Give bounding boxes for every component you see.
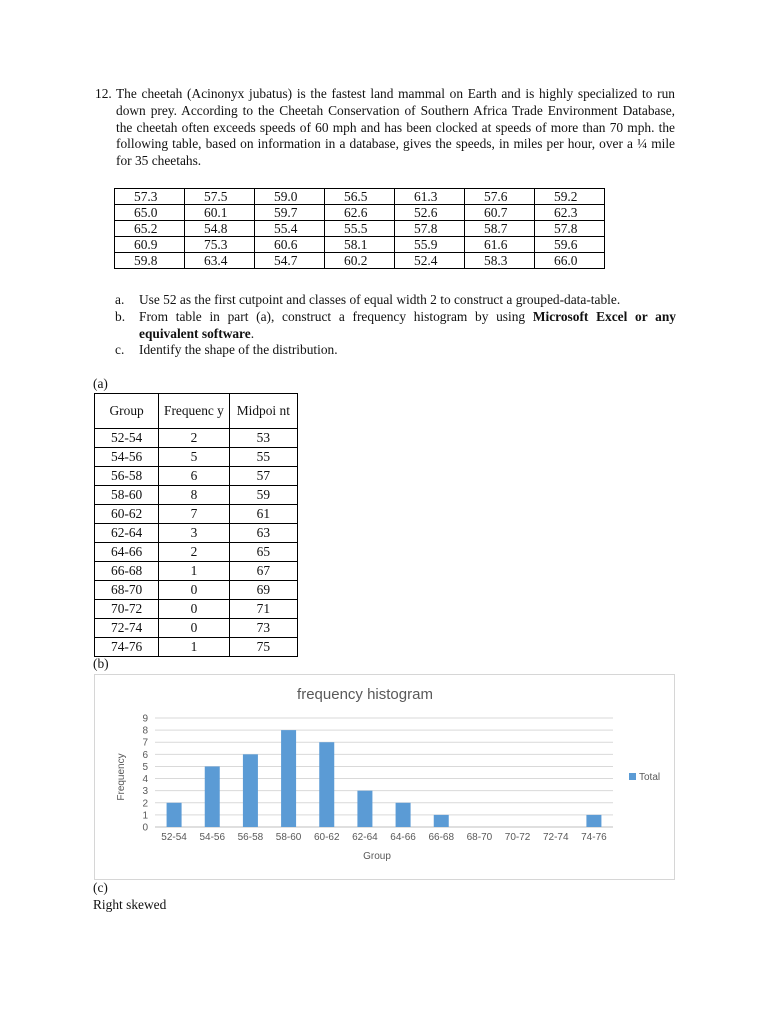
question-parts	[114, 292, 676, 359]
x-tick-label: 60-62	[313, 832, 340, 843]
y-tick-label: 2	[142, 798, 148, 810]
x-tick-label: 62-64	[352, 832, 378, 843]
midpoint-cell: 69	[229, 581, 297, 600]
speed-cell: 60.2	[325, 253, 395, 269]
part-c-marker: c.	[115, 342, 125, 358]
y-tick-label: 0	[142, 822, 148, 834]
speed-cell: 65.0	[115, 205, 185, 221]
grouped-data-table	[94, 393, 298, 657]
speed-cell: 57.5	[185, 189, 255, 205]
x-tick-label: 74-76	[581, 832, 607, 843]
table-row	[95, 581, 298, 600]
x-tick-label: 68-70	[466, 832, 493, 843]
speed-cell: 57.8	[535, 221, 605, 237]
speed-cell: 54.7	[255, 253, 325, 269]
histogram-svg	[95, 675, 674, 879]
midpoint-cell: 57	[229, 467, 297, 486]
problem-12	[95, 86, 675, 170]
speed-cell: 60.1	[185, 205, 255, 221]
group-cell: 66-68	[95, 562, 159, 581]
table-row	[95, 505, 298, 524]
part-b-marker: b.	[115, 308, 126, 324]
y-tick-label: 3	[142, 786, 148, 798]
midpoint-cell: 53	[229, 429, 297, 448]
x-tick-label: 58-60	[275, 832, 302, 843]
frequency-cell: 2	[159, 429, 229, 448]
y-tick-label: 7	[142, 737, 148, 749]
histogram-bar	[319, 742, 334, 827]
x-tick-label: 72-74	[542, 832, 569, 843]
group-cell: 60-62	[95, 505, 159, 524]
y-tick-label: 5	[142, 761, 148, 773]
part-b	[114, 309, 676, 343]
chart-title: frequency histogram	[297, 686, 433, 703]
problem-number: 12.	[95, 86, 112, 101]
y-tick-label: 8	[142, 725, 148, 737]
speed-cell: 52.4	[395, 253, 465, 269]
group-cell: 74-76	[95, 638, 159, 657]
histogram-bar	[357, 791, 372, 827]
part-b-text-after: .	[250, 325, 255, 341]
speed-cell: 61.3	[395, 189, 465, 205]
speed-cell: 59.8	[115, 253, 185, 269]
frequency-cell: 8	[159, 486, 229, 505]
answer-label-b: (b)	[93, 656, 109, 671]
speed-cell: 54.8	[185, 221, 255, 237]
y-tick-label: 6	[142, 749, 148, 761]
problem-statement: The cheetah (Acinonyx jubatus) is the fastest land mammal on Earth and is highly specialized to run down prey. According to the Cheetah Conservation of Southern Africa Trade Environment Database, the cheetah often exceeds speeds of 60 mph and has been clocked at speeds of more than 70 mph. the following table, based on information in a database, gives the speeds, in miles per hour, over a ¼ mile for 35 cheetahs.	[116, 86, 675, 169]
frequency-histogram-chart	[94, 674, 675, 880]
group-cell: 64-66	[95, 543, 159, 562]
table-row	[95, 429, 298, 448]
y-axis-label: Frequency	[116, 753, 127, 801]
speed-cell: 75.3	[185, 237, 255, 253]
speed-cell: 55.5	[325, 221, 395, 237]
histogram-bar	[205, 766, 220, 827]
speed-cell: 59.2	[535, 189, 605, 205]
midpoint-cell: 73	[229, 619, 297, 638]
group-cell: 68-70	[95, 581, 159, 600]
y-tick-label: 4	[142, 774, 148, 786]
midpoint-cell: 59	[229, 486, 297, 505]
table-row	[95, 562, 298, 581]
midpoint-cell: 67	[229, 562, 297, 581]
speed-cell: 60.6	[255, 237, 325, 253]
part-a	[114, 292, 676, 309]
speed-cell: 59.6	[535, 237, 605, 253]
speed-cell: 55.4	[255, 221, 325, 237]
midpoint-cell: 75	[229, 638, 297, 657]
frequency-cell: 6	[159, 467, 229, 486]
x-tick-label: 70-72	[504, 832, 531, 843]
frequency-cell: 0	[159, 619, 229, 638]
speeds-row	[115, 237, 605, 253]
group-cell: 56-58	[95, 467, 159, 486]
part-a-marker: a.	[115, 292, 125, 307]
speed-cell: 56.5	[325, 189, 395, 205]
frequency-cell: 0	[159, 581, 229, 600]
group-cell: 72-74	[95, 619, 159, 638]
part-c	[114, 342, 676, 359]
answer-c-text: Right skewed	[93, 897, 167, 912]
histogram-bar	[396, 803, 411, 827]
speeds-row	[115, 205, 605, 221]
speeds-row	[115, 221, 605, 237]
speed-cell: 55.9	[395, 237, 465, 253]
x-tick-label: 56-58	[237, 832, 264, 843]
speed-cell: 60.7	[465, 205, 535, 221]
answer-label-a: (a)	[93, 376, 108, 391]
midpoint-cell: 71	[229, 600, 297, 619]
legend-label: Total	[639, 772, 661, 783]
x-tick-label: 64-66	[390, 832, 416, 843]
x-tick-label: 52-54	[161, 832, 187, 843]
speed-cell: 59.7	[255, 205, 325, 221]
part-c-text: Identify the shape of the distribution.	[139, 342, 338, 358]
group-cell: 58-60	[95, 486, 159, 505]
frequency-cell: 5	[159, 448, 229, 467]
midpoint-cell: 61	[229, 505, 297, 524]
speed-cell: 60.9	[115, 237, 185, 253]
group-cell: 54-56	[95, 448, 159, 467]
frequency-cell: 2	[159, 543, 229, 562]
table-row	[95, 543, 298, 562]
x-axis-label: Group	[363, 851, 391, 862]
header-midpoint: Midpoi nt	[229, 394, 297, 429]
x-tick-label: 66-68	[428, 832, 455, 843]
midpoint-cell: 65	[229, 543, 297, 562]
speeds-table	[114, 188, 605, 269]
speed-cell: 58.1	[325, 237, 395, 253]
midpoint-cell: 55	[229, 448, 297, 467]
speed-cell: 66.0	[535, 253, 605, 269]
speed-cell: 57.6	[465, 189, 535, 205]
speed-cell: 58.7	[465, 221, 535, 237]
y-tick-label: 9	[142, 713, 148, 725]
y-tick-label: 1	[142, 810, 148, 822]
legend-swatch	[629, 773, 636, 780]
group-cell: 62-64	[95, 524, 159, 543]
speed-cell: 62.3	[535, 205, 605, 221]
header-group: Group	[95, 394, 159, 429]
speed-cell: 63.4	[185, 253, 255, 269]
part-a-text: Use 52 as the first cutpoint and classes of equal width 2 to construct a grouped-data-table.	[139, 292, 621, 307]
answer-label-c: (c)	[93, 880, 108, 895]
table-row	[95, 448, 298, 467]
speed-cell: 65.2	[115, 221, 185, 237]
table-row	[95, 467, 298, 486]
speed-cell: 59.0	[255, 189, 325, 205]
part-b-text-before: From table in part (a), construct a frequency histogram by using	[139, 308, 533, 324]
speed-cell: 52.6	[395, 205, 465, 221]
table-row	[95, 619, 298, 638]
table-row	[95, 638, 298, 657]
speed-cell: 62.6	[325, 205, 395, 221]
histogram-bar	[167, 803, 182, 827]
midpoint-cell: 63	[229, 524, 297, 543]
frequency-cell: 7	[159, 505, 229, 524]
frequency-cell: 1	[159, 638, 229, 657]
table-row	[95, 600, 298, 619]
speeds-row	[115, 189, 605, 205]
group-cell: 70-72	[95, 600, 159, 619]
part-b-text-bold: Microsoft Excel or any equivalent software	[139, 308, 676, 341]
frequency-cell: 1	[159, 562, 229, 581]
table-row	[95, 486, 298, 505]
speed-cell: 61.6	[465, 237, 535, 253]
histogram-bar	[243, 754, 258, 827]
x-tick-label: 54-56	[199, 832, 226, 843]
histogram-bar	[281, 730, 296, 827]
speed-cell: 57.8	[395, 221, 465, 237]
speeds-row	[115, 253, 605, 269]
frequency-cell: 3	[159, 524, 229, 543]
histogram-bar	[434, 815, 449, 827]
header-frequency: Frequenc y	[159, 394, 229, 429]
speed-cell: 57.3	[115, 189, 185, 205]
group-cell: 52-54	[95, 429, 159, 448]
speed-cell: 58.3	[465, 253, 535, 269]
frequency-cell: 0	[159, 600, 229, 619]
table-row	[95, 524, 298, 543]
histogram-bar	[586, 815, 601, 827]
